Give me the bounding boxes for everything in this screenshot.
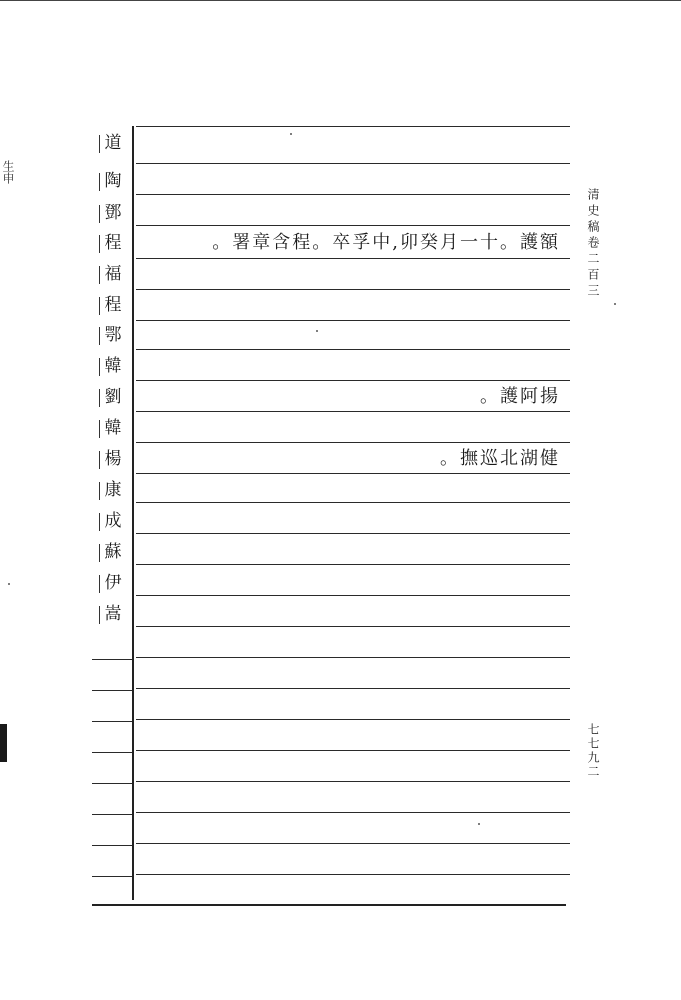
row-rule bbox=[136, 225, 570, 226]
column-divider bbox=[132, 126, 134, 900]
name-cell bbox=[96, 568, 130, 599]
row-rule bbox=[136, 126, 570, 127]
name-cell bbox=[96, 413, 130, 444]
name-cell bbox=[96, 537, 130, 568]
name-text: 程 bbox=[104, 295, 122, 315]
row-rule bbox=[136, 657, 570, 658]
table-bottom-rule bbox=[92, 904, 566, 906]
entry-row-4-text: 額護。十一月癸卯,中孚卒。程含章署。 bbox=[212, 232, 560, 253]
name-cell bbox=[96, 128, 130, 159]
row-rule bbox=[136, 874, 570, 875]
row-rule bbox=[136, 688, 570, 689]
row-rule bbox=[136, 502, 570, 503]
name-text: 康 bbox=[104, 480, 122, 500]
entry-row-11 bbox=[440, 443, 560, 474]
name-cell bbox=[96, 290, 130, 321]
entry-row-4 bbox=[212, 227, 560, 258]
row-rule bbox=[136, 812, 570, 813]
name-text: 陶 bbox=[104, 171, 122, 191]
name-text: 韓 bbox=[104, 356, 122, 376]
row-rule bbox=[136, 719, 570, 720]
scan-speck bbox=[290, 133, 292, 135]
page-top-border bbox=[0, 0, 681, 1]
row-rule bbox=[136, 781, 570, 782]
name-row-rule bbox=[92, 752, 132, 753]
row-rule bbox=[136, 163, 570, 164]
name-text: 程 bbox=[104, 233, 122, 253]
name-text: 劉 bbox=[104, 387, 122, 407]
row-rule bbox=[136, 533, 570, 534]
name-cell bbox=[96, 351, 130, 382]
name-text: 鄂 bbox=[104, 325, 122, 345]
left-margin-mark bbox=[2, 160, 14, 186]
name-cell bbox=[96, 599, 130, 630]
row-rule bbox=[136, 750, 570, 751]
row-rule bbox=[136, 194, 570, 195]
name-text: 成 bbox=[104, 511, 122, 531]
row-rule bbox=[136, 349, 570, 350]
name-cell bbox=[96, 320, 130, 351]
row-rule bbox=[136, 626, 570, 627]
name-text: 鄧 bbox=[104, 203, 122, 223]
name-cell bbox=[96, 475, 130, 506]
name-row-rule bbox=[92, 721, 132, 722]
row-rule bbox=[136, 258, 570, 259]
row-rule bbox=[136, 320, 570, 321]
entry-row-9 bbox=[480, 381, 560, 412]
left-margin-mark-text: 生申 bbox=[1, 160, 15, 184]
volume-title-text: 清史稿卷二百三 bbox=[586, 188, 600, 300]
row-rule bbox=[136, 564, 570, 565]
name-row-rule bbox=[92, 659, 132, 660]
name-cell bbox=[96, 198, 130, 229]
name-row-rule bbox=[92, 783, 132, 784]
row-rule bbox=[136, 289, 570, 290]
scan-speck bbox=[478, 823, 480, 825]
name-text: 楊 bbox=[104, 449, 122, 469]
name-text: 道 bbox=[104, 133, 122, 153]
name-text: 伊 bbox=[104, 573, 122, 593]
page-number bbox=[585, 723, 601, 783]
volume-title bbox=[585, 188, 601, 304]
name-row-rule bbox=[92, 845, 132, 846]
name-cell bbox=[96, 444, 130, 475]
name-text: 嵩 bbox=[104, 604, 122, 624]
name-cell bbox=[96, 382, 130, 413]
left-margin-tab bbox=[0, 724, 7, 762]
name-cell bbox=[96, 259, 130, 290]
name-cell bbox=[96, 506, 130, 537]
name-row-rule bbox=[92, 876, 132, 877]
scan-speck bbox=[8, 583, 10, 585]
scan-speck bbox=[316, 330, 318, 332]
name-row-rule bbox=[92, 814, 132, 815]
page-number-text: 七七九二 bbox=[586, 723, 600, 779]
name-text: 蘇 bbox=[104, 542, 122, 562]
row-rule bbox=[136, 595, 570, 596]
official-table bbox=[92, 126, 572, 906]
name-cell bbox=[96, 228, 130, 259]
name-cell bbox=[96, 166, 130, 197]
name-text: 福 bbox=[104, 264, 122, 284]
row-rule bbox=[136, 843, 570, 844]
name-text: 韓 bbox=[104, 418, 122, 438]
scan-speck bbox=[614, 303, 616, 305]
entry-row-9-text: 揚阿護。 bbox=[480, 386, 560, 407]
entry-row-11-text: 健湖北巡撫。 bbox=[440, 448, 560, 469]
name-row-rule bbox=[92, 690, 132, 691]
